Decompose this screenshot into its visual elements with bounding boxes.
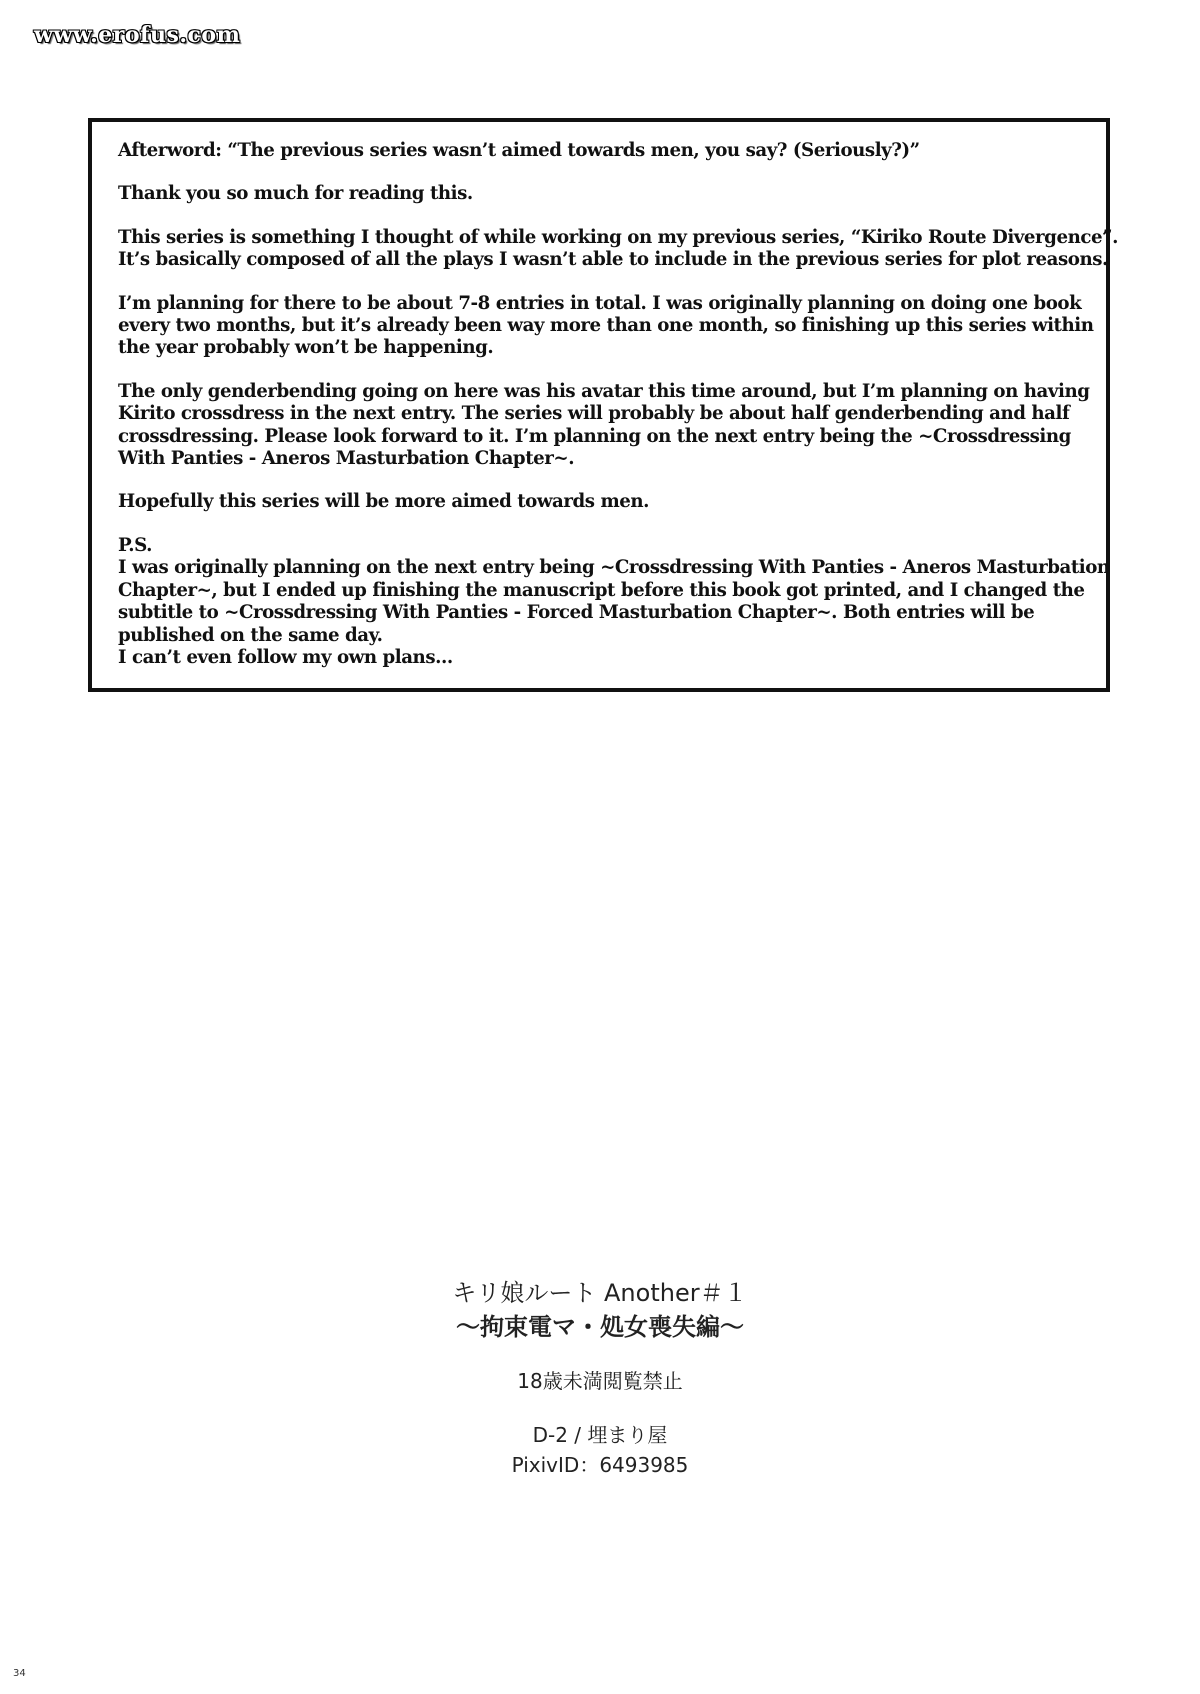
text-line: Hopefully this series will be more aimed towards men. [118, 491, 650, 513]
afterword-genderbending [118, 380, 1090, 471]
afterword-thanks [118, 183, 1084, 205]
site-watermark: www.erofus.com [34, 22, 241, 48]
text-line: Chapter~, but I ended up finishing the manuscript before this book got printed, and I changed the [118, 579, 1085, 601]
afterword-hope [118, 491, 1084, 513]
afterword-box [88, 118, 1118, 692]
text-line: I was originally planning on the next entry being ~Crossdressing With Panties - Aneros Masturbation [118, 557, 1110, 579]
page-number: 34 [13, 1668, 26, 1679]
text-line: With Panties - Aneros Masturbation Chapter~. [118, 448, 575, 470]
text-line: I can’t even follow my own plans... [118, 646, 453, 668]
afterword-heading [118, 140, 1084, 162]
book-subtitle: 〜拘束電マ・処女喪失編〜 [456, 1313, 744, 1341]
text-line: every two months, but it’s already been way more than one month, so finishing up this series within [118, 315, 1094, 337]
book-title: キリ娘ルート Another＃１ [452, 1279, 748, 1307]
text-line: crossdressing. Please look forward to it. I’m planning on the next entry being the ~Crossdressing [118, 425, 1071, 447]
text-line: published on the same day. [118, 624, 383, 646]
pixiv-id: PixivID：6493985 [511, 1453, 689, 1477]
afterword-planning [118, 292, 1094, 360]
text-line: subtitle to ~Crossdressing With Panties - Forced Masturbation Chapter~. Both entries will be [118, 602, 1035, 624]
text-line: It’s basically composed of all the plays I wasn’t able to include in the previous series for plot reasons. [118, 249, 1108, 271]
age-restriction: 18歳未満閲覧禁止 [517, 1369, 683, 1393]
afterword-postscript [118, 534, 1110, 669]
text-line: The only genderbending going on here was his avatar this time around, but I’m planning on having [118, 380, 1090, 402]
text-line: I’m planning for there to be about 7-8 entries in total. I was originally planning on doing one book [118, 292, 1082, 314]
text-line: Afterword: “The previous series wasn’t aimed towards men, you say? (Seriously?)” [118, 140, 920, 161]
text-line: Kirito crossdress in the next entry. The series will probably be about half genderbending and half [118, 403, 1070, 425]
text-line: Thank you so much for reading this. [118, 183, 473, 205]
text-line: This series is something I thought of while working on my previous series, “Kiriko Route Divergence”. [118, 226, 1118, 248]
afterword-series-origin [118, 226, 1118, 272]
circle-name: D-2 / 埋まり屋 [532, 1423, 668, 1447]
text-line: P.S. [118, 534, 153, 556]
text-line: the year probably won’t be happening. [118, 337, 494, 359]
